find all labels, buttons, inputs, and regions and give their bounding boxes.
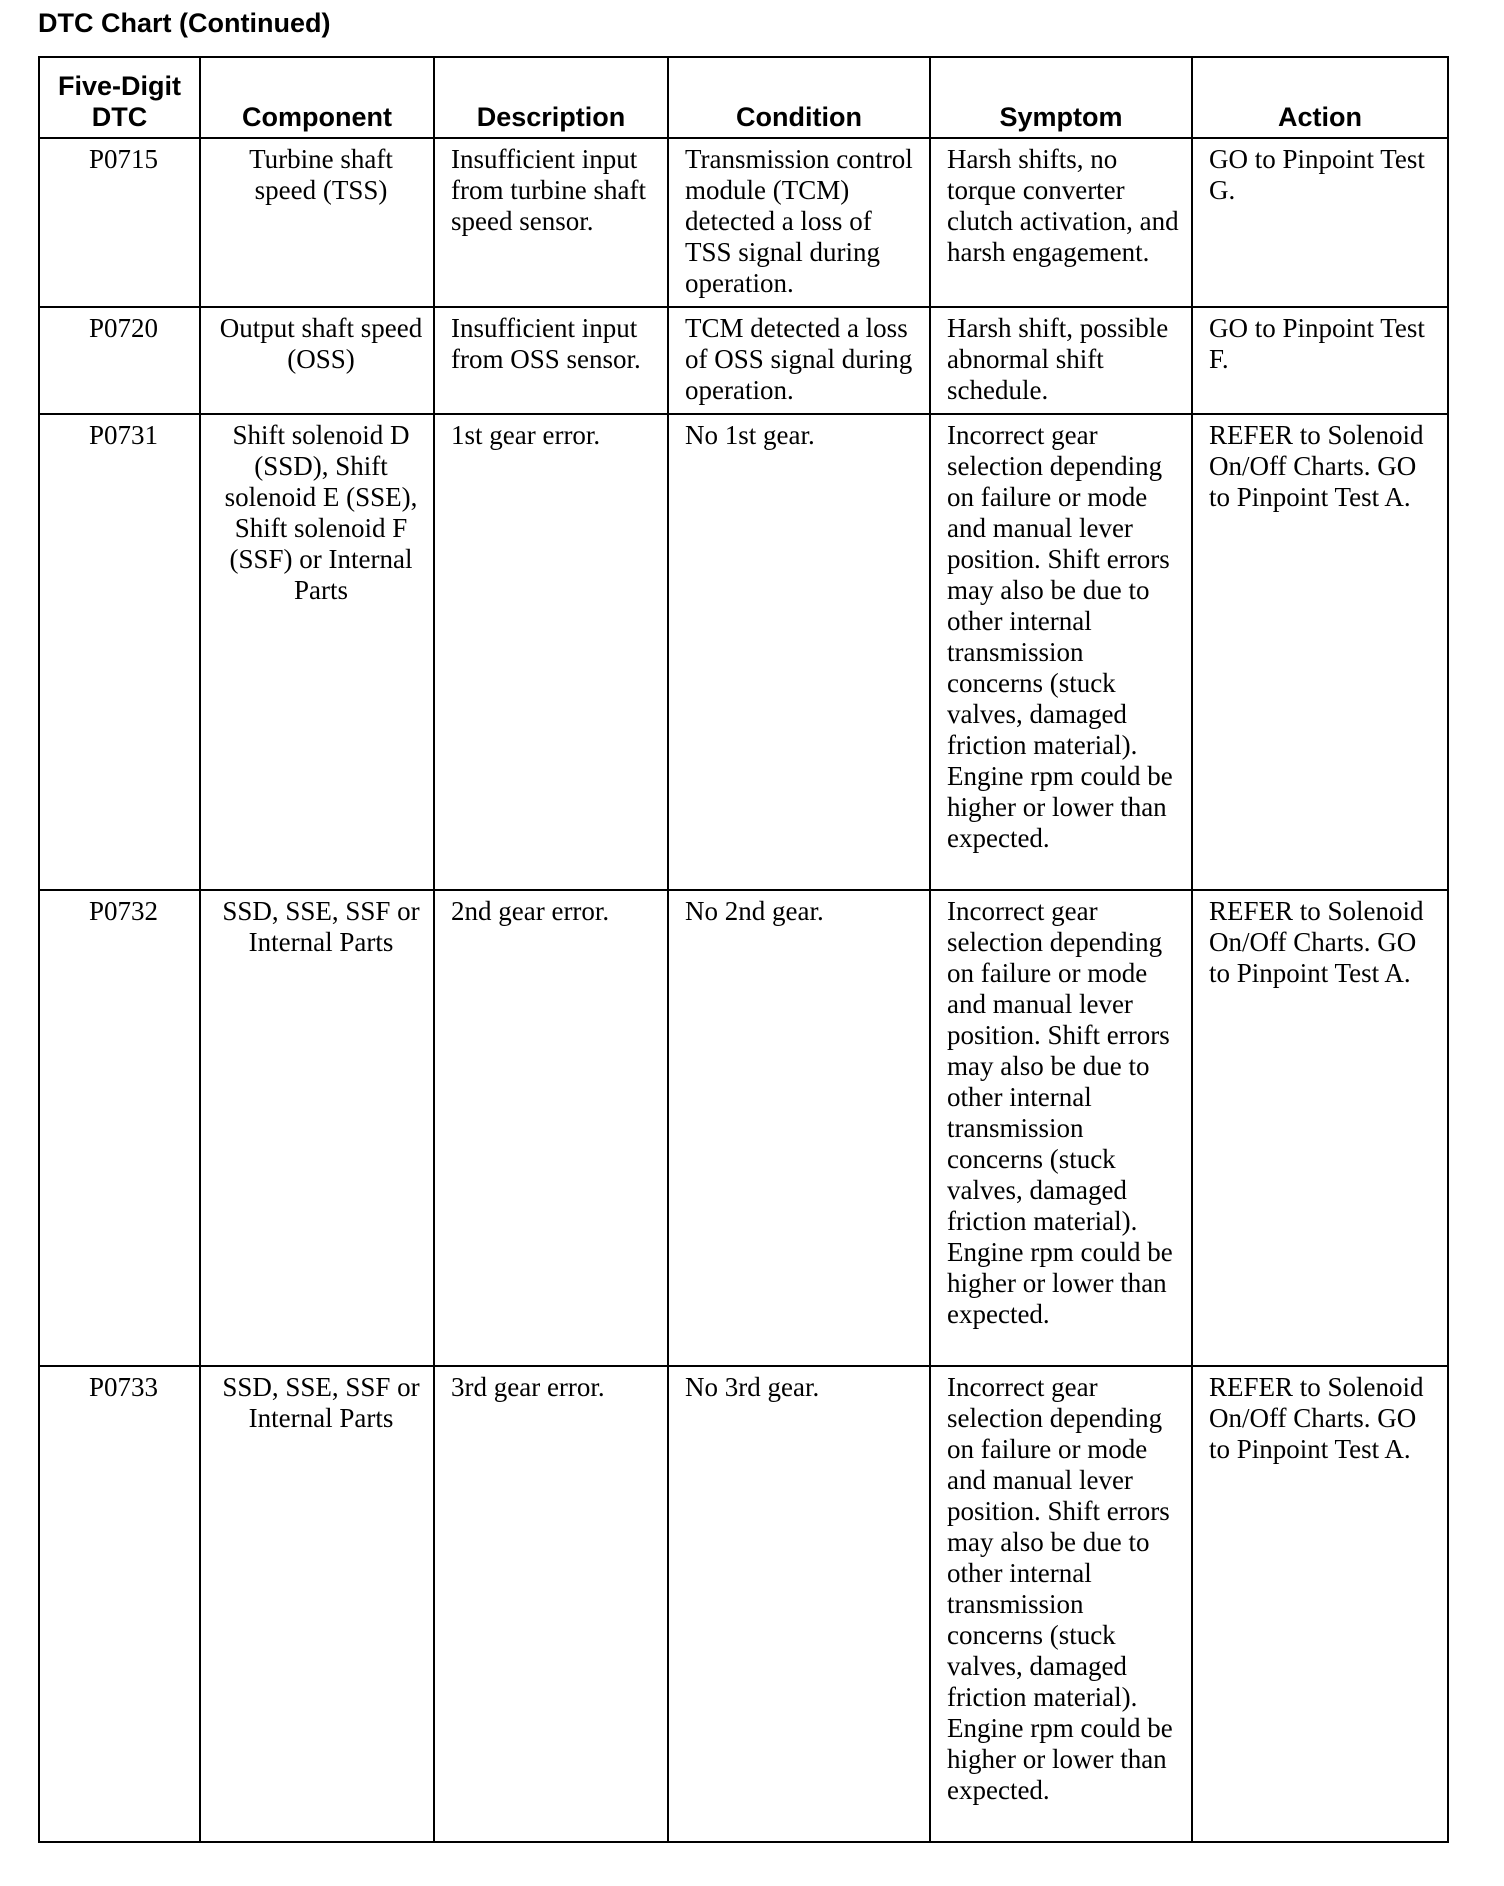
header-description: Description — [434, 57, 668, 138]
cell-condition: Transmission control module (TCM) detected a loss of TSS signal during operation. — [668, 138, 930, 307]
header-symptom: Symptom — [930, 57, 1192, 138]
cell-dtc: P0720 — [39, 307, 200, 414]
cell-dtc: P0732 — [39, 890, 200, 1366]
table-row — [39, 307, 1448, 414]
cell-description: 3rd gear error. — [434, 1366, 668, 1842]
header-dtc-line2: DTC — [91, 102, 148, 132]
cell-condition: No 1st gear. — [668, 414, 930, 890]
cell-symptom: Harsh shifts, no torque converter clutch activation, and harsh engagement. — [930, 138, 1192, 307]
table-row — [39, 890, 1448, 1366]
header-dtc-line1: Five-Digit — [57, 71, 181, 101]
cell-action: REFER to Solenoid On/Off Charts. GO to Pinpoint Test A. — [1192, 414, 1448, 890]
header-row — [39, 57, 1448, 138]
cell-component: Output shaft speed (OSS) — [200, 307, 434, 414]
cell-dtc: P0715 — [39, 138, 200, 307]
cell-symptom: Harsh shift, possible abnormal shift schedule. — [930, 307, 1192, 414]
table-row — [39, 1366, 1448, 1842]
cell-symptom: Incorrect gear selection depending on failure or mode and manual lever position. Shift errors may also be due to other internal transmission concerns (stuck valves, damaged friction material). Engine rpm could be higher or lower than expected. — [930, 414, 1192, 890]
cell-description: Insufficient input from turbine shaft speed sensor. — [434, 138, 668, 307]
cell-action: REFER to Solenoid On/Off Charts. GO to Pinpoint Test A. — [1192, 890, 1448, 1366]
chart-title: DTC Chart (Continued) — [38, 8, 331, 38]
table-row — [39, 138, 1448, 307]
table-row — [39, 414, 1448, 890]
cell-component: SSD, SSE, SSF or Internal Parts — [200, 1366, 434, 1842]
dtc-table — [38, 56, 1449, 1843]
cell-description: Insufficient input from OSS sensor. — [434, 307, 668, 414]
cell-dtc: P0733 — [39, 1366, 200, 1842]
cell-condition: No 3rd gear. — [668, 1366, 930, 1842]
cell-symptom: Incorrect gear selection depending on failure or mode and manual lever position. Shift errors may also be due to other internal transmission concerns (stuck valves, damaged friction material). Engine rpm could be higher or lower than expected. — [930, 890, 1192, 1366]
cell-description: 1st gear error. — [434, 414, 668, 890]
cell-action: GO to Pinpoint Test G. — [1192, 138, 1448, 307]
cell-component: SSD, SSE, SSF or Internal Parts — [200, 890, 434, 1366]
cell-component: Turbine shaft speed (TSS) — [200, 138, 434, 307]
cell-component: Shift solenoid D (SSD), Shift solenoid E (SSE), Shift solenoid F (SSF) or Internal Parts — [200, 414, 434, 890]
header-action: Action — [1192, 57, 1448, 138]
header-component: Component — [200, 57, 434, 138]
cell-dtc: P0731 — [39, 414, 200, 890]
cell-action: GO to Pinpoint Test F. — [1192, 307, 1448, 414]
cell-condition: No 2nd gear. — [668, 890, 930, 1366]
cell-symptom: Incorrect gear selection depending on failure or mode and manual lever position. Shift errors may also be due to other internal transmission concerns (stuck valves, damaged friction material). Engine rpm could be higher or lower than expected. — [930, 1366, 1192, 1842]
cell-description: 2nd gear error. — [434, 890, 668, 1366]
header-condition: Condition — [668, 57, 930, 138]
cell-condition: TCM detected a loss of OSS signal during operation. — [668, 307, 930, 414]
header-dtc — [39, 57, 200, 138]
cell-action: REFER to Solenoid On/Off Charts. GO to Pinpoint Test A. — [1192, 1366, 1448, 1842]
